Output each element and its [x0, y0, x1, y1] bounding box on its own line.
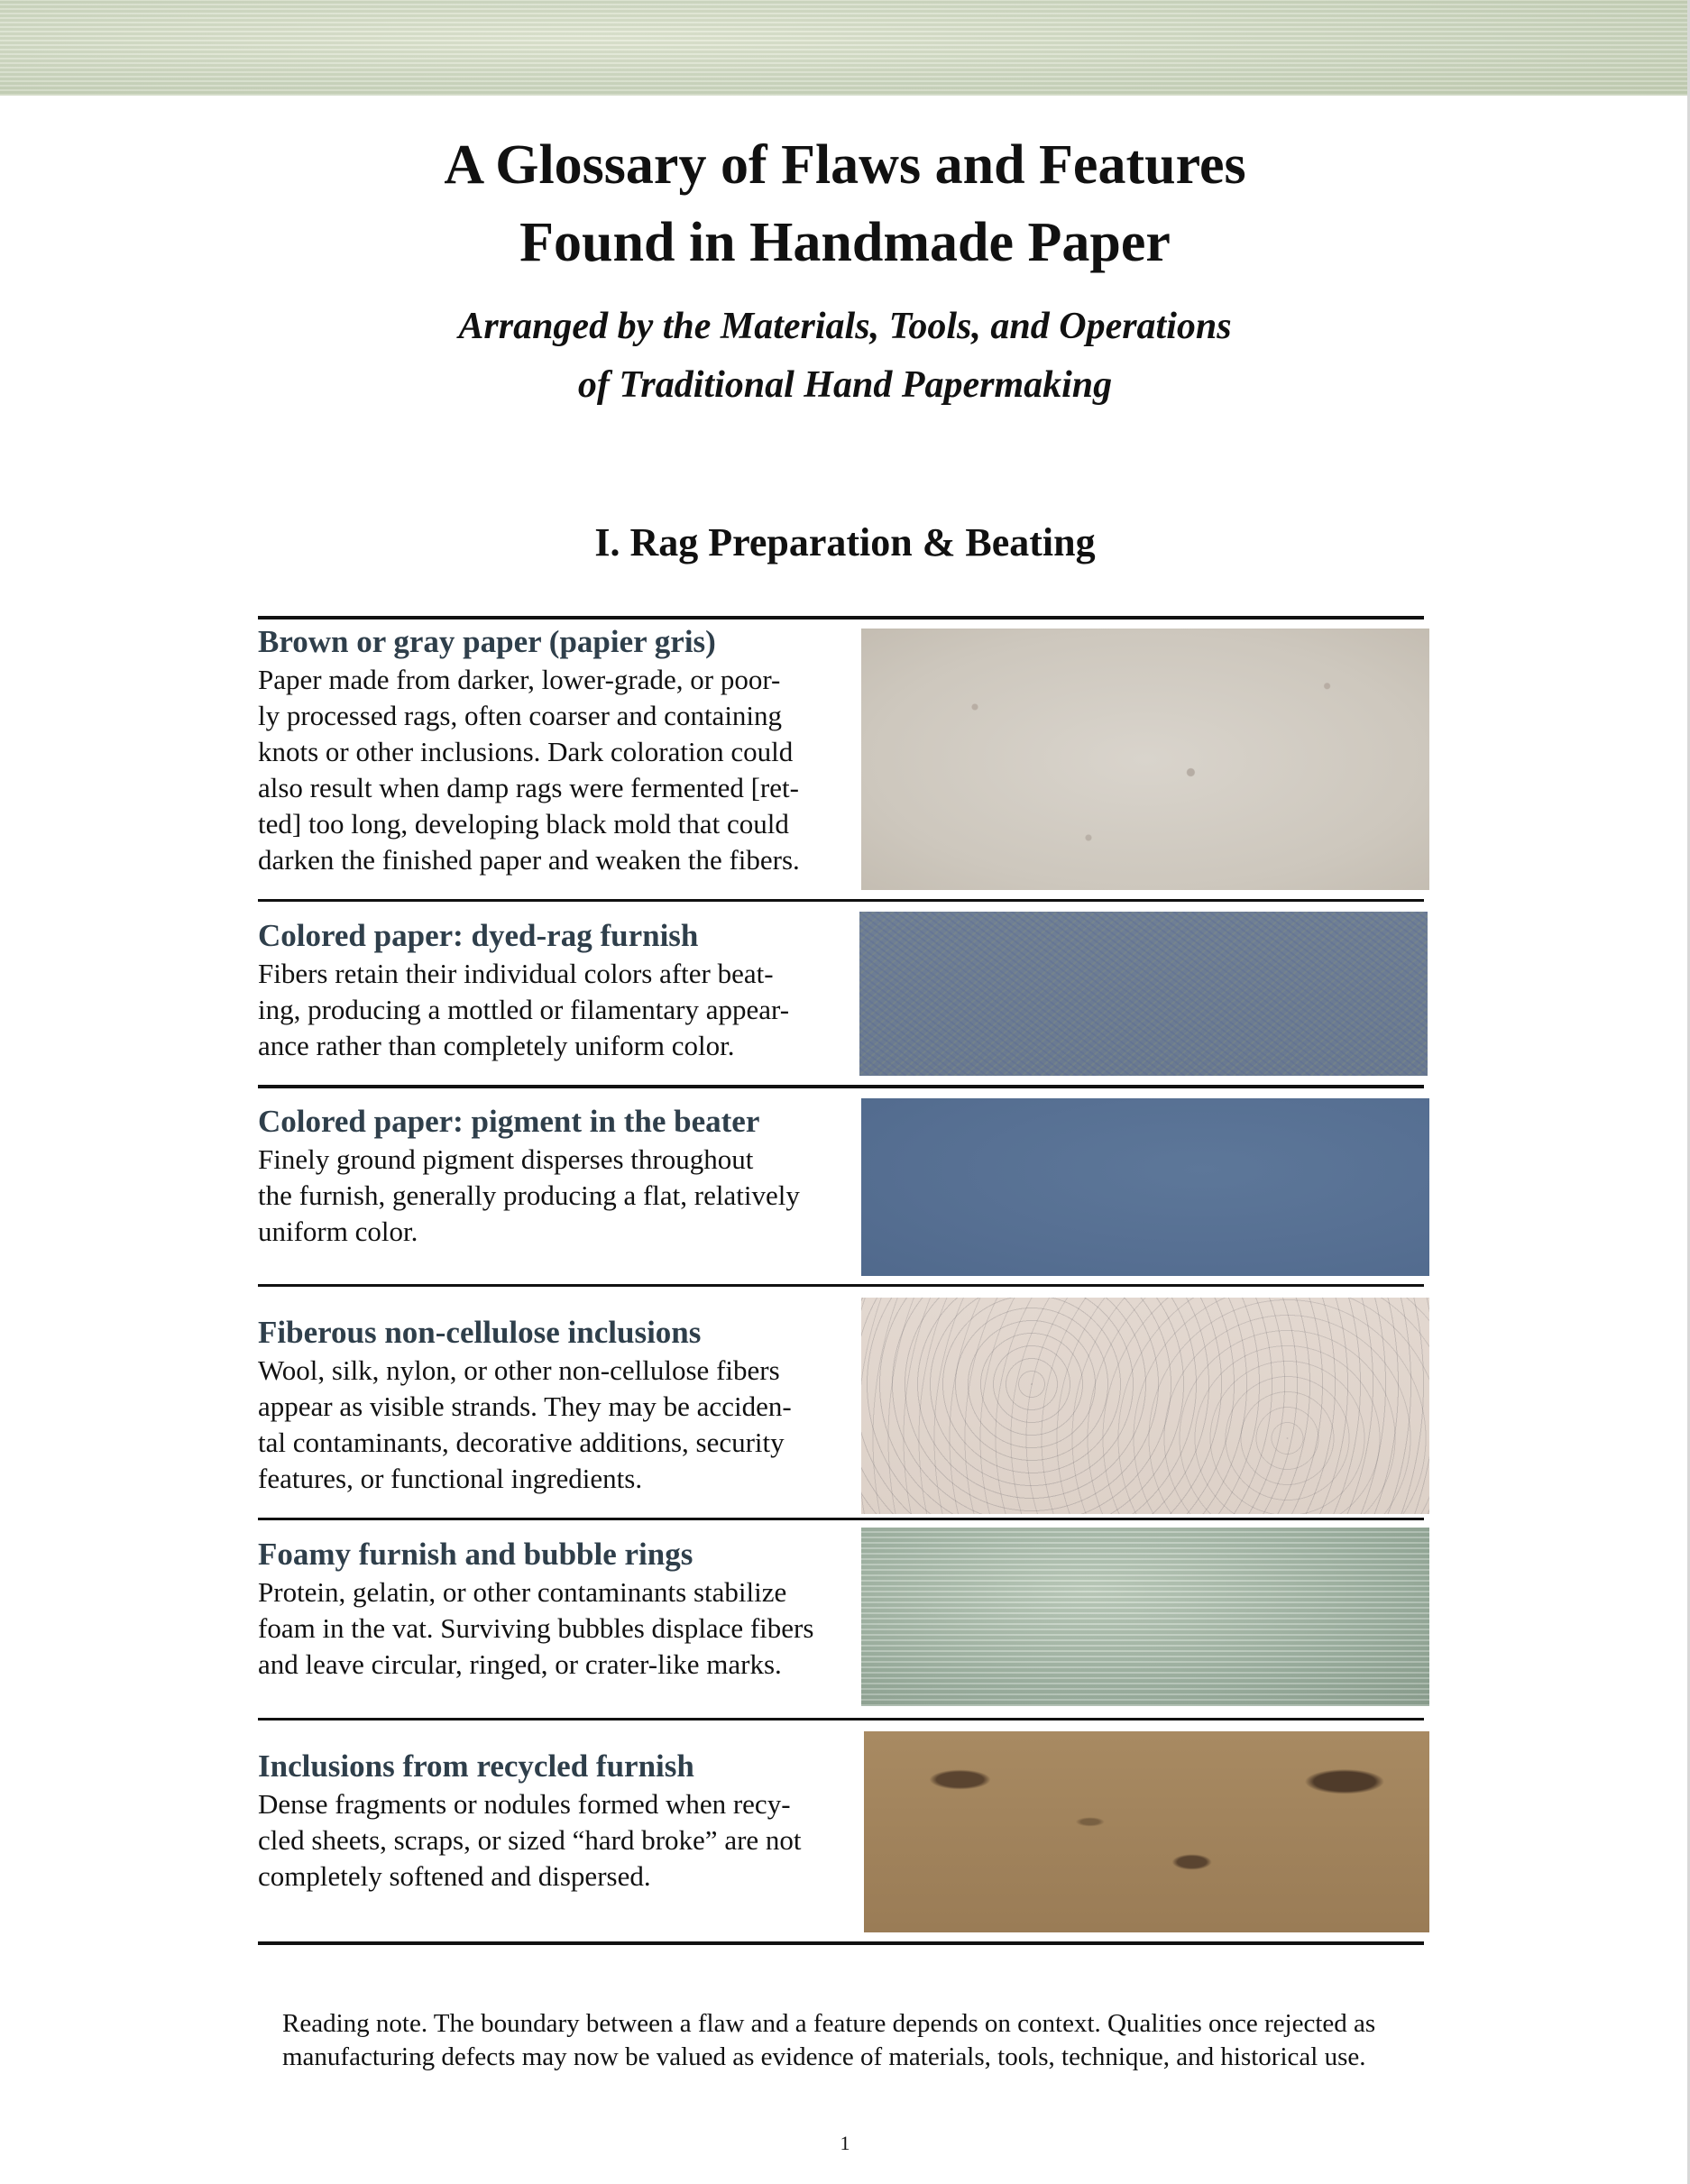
- pigment-beater-sample-image: [861, 1098, 1429, 1276]
- fiber-inclusions-sample-image: [861, 1298, 1429, 1514]
- entry-divider: [258, 1085, 1424, 1088]
- entry-description-line: also result when damp rags were fermented [ret-: [258, 772, 799, 803]
- dyed-rag-furnish-sample-image: [859, 912, 1428, 1076]
- entry-description-line: completely softened and dispersed.: [258, 1860, 651, 1892]
- entry-description-line: appear as visible strands. They may be acciden-: [258, 1390, 792, 1422]
- entry-title: Colored paper: pigment in the beater: [258, 1104, 760, 1139]
- recycled-furnish-sample-image: [864, 1731, 1429, 1932]
- entry-title: Brown or gray paper (papier gris): [258, 624, 716, 659]
- entry-divider: [258, 1941, 1424, 1945]
- entry-divider: [258, 616, 1424, 619]
- entry-description-line: ance rather than completely uniform color.: [258, 1030, 735, 1061]
- entry-divider: [258, 899, 1424, 902]
- entry-description-line: foam in the vat. Surviving bubbles displace fibers: [258, 1612, 814, 1644]
- entry-title: Foamy furnish and bubble rings: [258, 1537, 693, 1572]
- entry-description: [258, 1353, 853, 1497]
- entry-description-line: tal contaminants, decorative additions, security: [258, 1427, 785, 1458]
- entry-description-line: cled sheets, scraps, or sized “hard broke” are not: [258, 1824, 802, 1856]
- paper-texture-banner: [0, 0, 1690, 96]
- entry-description-line: Fibers retain their individual colors after beat-: [258, 958, 774, 989]
- entry-description-line: ing, producing a mottled or filamentary appear-: [258, 994, 790, 1025]
- entry-description-line: Wool, silk, nylon, or other non-cellulose fibers: [258, 1354, 780, 1386]
- entry-description: [258, 1142, 853, 1250]
- entry-description-line: the furnish, generally producing a flat, relatively: [258, 1179, 800, 1211]
- entry-description-line: and leave circular, ringed, or crater-like marks.: [258, 1648, 782, 1680]
- page-number: 1: [840, 2132, 850, 2154]
- entry-title: Fiberous non-cellulose inclusions: [258, 1315, 702, 1350]
- entry-description: [258, 1574, 853, 1683]
- entry-description: [258, 662, 853, 878]
- entry-divider: [258, 1284, 1424, 1287]
- entry-title: Inclusions from recycled furnish: [258, 1748, 694, 1784]
- reading-note: [282, 2007, 1428, 2074]
- entry-description-line: knots or other inclusions. Dark coloration could: [258, 736, 794, 767]
- entry-description-line: Dense fragments or nodules formed when recy-: [258, 1788, 791, 1820]
- entry-description-line: ted] too long, developing black mold that could: [258, 808, 789, 840]
- reading-note-line: Reading note. The boundary between a flaw and a feature depends on context. Qualities once rejected as: [282, 2009, 1376, 2038]
- entry-description-line: features, or functional ingredients.: [258, 1463, 643, 1494]
- document-title-line-2: Found in Handmade Paper: [519, 212, 1171, 273]
- entry-title: Colored paper: dyed-rag furnish: [258, 918, 699, 953]
- entry-description-line: uniform color.: [258, 1216, 418, 1247]
- reading-note-line: manufacturing defects may now be valued as evidence of materials, tools, technique, and historical use.: [282, 2042, 1366, 2071]
- entry-description-line: Paper made from darker, lower-grade, or poor-: [258, 664, 781, 695]
- entry-description-line: Protein, gelatin, or other contaminants stabilize: [258, 1576, 787, 1608]
- document-title-line-1: A Glossary of Flaws and Features: [444, 134, 1246, 196]
- entry-divider: [258, 1518, 1424, 1520]
- foamy-furnish-sample-image: [861, 1528, 1429, 1706]
- entry-description-line: Finely ground pigment disperses throughout: [258, 1143, 754, 1175]
- entry-description: [258, 1786, 853, 1895]
- document-subtitle-line-1: Arranged by the Materials, Tools, and Operations: [458, 306, 1232, 347]
- document-subtitle-line-2: of Traditional Hand Papermaking: [577, 364, 1113, 406]
- entry-divider: [258, 1718, 1424, 1721]
- entry-description-line: ly processed rags, often coarser and containing: [258, 700, 783, 731]
- section-heading: I. Rag Preparation & Beating: [594, 520, 1096, 564]
- entry-description: [258, 956, 853, 1064]
- entry-description-line: darken the finished paper and weaken the fibers.: [258, 844, 800, 876]
- brown-gray-paper-sample-image: [861, 629, 1429, 890]
